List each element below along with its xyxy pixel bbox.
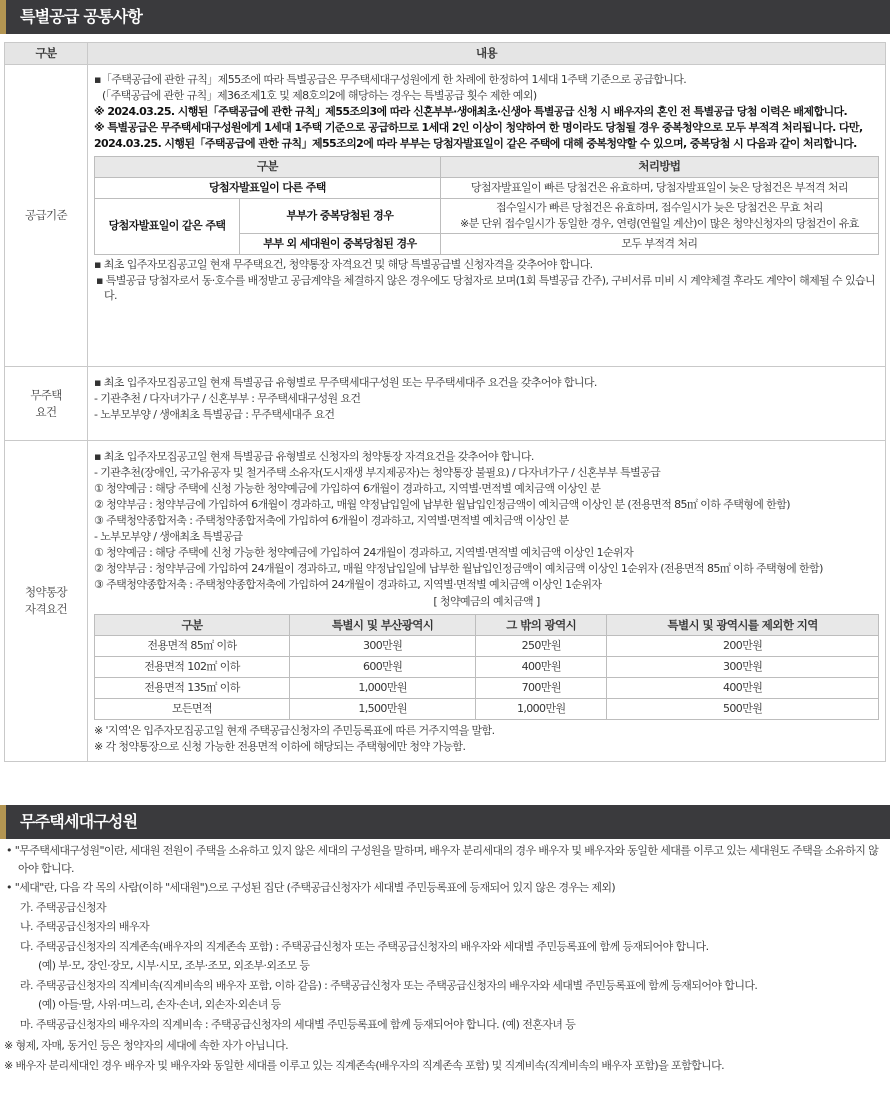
deposit-cell: 1,000만원 (476, 699, 607, 720)
table-row (95, 699, 879, 720)
deposit-head-2: 그 밖의 광역시 (476, 615, 607, 636)
dup-r1-c2: 당첨자발표일이 빠른 당첨건은 유효하며, 당첨자발표일이 늦은 당첨건은 부적격 처리 (440, 177, 878, 198)
member-line-7: 라. 주택공급신청자의 직계비속(직계비속의 배우자 포함, 이하 같음) : 주택공급신청자 또는 주택공급신청자의 배우자와 세대별 주민등록표에 함께 등재되어야 합니다. (20, 978, 758, 992)
deposit-cell: 600만원 (290, 657, 476, 678)
category-account-b: 자격요건 (24, 602, 68, 617)
duplicate-win-table (94, 156, 879, 255)
table-row (95, 678, 879, 699)
dup-r3-c2: 부부 외 세대원이 중복당첨된 경우 (240, 233, 441, 254)
dup-head-category: 구분 (95, 156, 441, 177)
member-line-2: • "세대"란, 다음 각 목의 사람(이하 "세대원")으로 구성된 집단 (주택공급신청자가 세대별 주민등록표에 등재되어 있지 않은 경우는 제외) (6, 881, 616, 894)
row-account (5, 441, 886, 762)
deposit-cell: 700만원 (476, 678, 607, 699)
deposit-head-0: 구분 (95, 615, 290, 636)
account-line-2: - 기관추천(장애인, 국가유공자 및 철거주택 소유자(도시재생 부지제공자)는 청약통장 불필요) / 다자녀가구 / 신혼부부 특별공급 (94, 465, 661, 479)
dup-r2-c1: 당첨자발표일이 같은 주택 (95, 198, 240, 254)
member-line-6: (예) 부·모, 장인·장모, 시부·시모, 조부·조모, 외조부·외조모 등 (38, 959, 310, 972)
supply-after-2: ▪ 특별공급 당첨자로서 동·호수를 배정받고 공급계약을 체결하지 않은 경우에도 당첨자로 보며(1회 특별공급 간주), 구비서류 미비 시 계약체결 후라도 계약이 해제될 수 있습니다. (96, 273, 876, 303)
deposit-cell: 모든면적 (95, 699, 290, 720)
member-line-1: • "무주택세대구성원"이란, 세대원 전원이 주택을 소유하고 있지 않은 세대의 구성원을 말하며, 배우자 분리세대의 경우 배우자 및 배우자와 동일한 세대를 이루고 있는 세대원도 주택을 소유하지 않아야 합니다. (6, 844, 879, 875)
deposit-cell: 500만원 (607, 699, 879, 720)
member-line-4: 나. 주택공급신청자의 배우자 (20, 920, 150, 933)
deposit-cell: 전용면적 85㎡ 이하 (95, 636, 290, 657)
supply-line-2: (「주택공급에 관한 규칙」제36조제1호 및 제8호의2에 해당하는 경우는 특별공급 횟수 제한 예외) (102, 88, 537, 102)
dup-r2-c3a: 접수일시가 빠른 당첨건은 유효하며, 접수일시가 늦은 당첨건은 무효 처리 (495, 200, 823, 214)
account-line-1: ▪ 최초 입주자모집공고일 현재 특별공급 유형별로 신청자의 청약통장 자격요건을 갖추어야 합니다. (94, 450, 534, 463)
deposit-head-1: 특별시 및 부산광역시 (290, 615, 476, 636)
deposit-head-3: 특별시 및 광역시를 제외한 지역 (607, 615, 879, 636)
dup-r2-c3b: ※분 단위 접수일시가 동일한 경우, 연령(연월일 계산)이 많은 청약신청자의 당첨건이 유효 (459, 216, 859, 230)
account-note-1: ※ '지역'은 입주자모집공고일 현재 주택공급신청자의 주민등록표에 따른 거주지역을 말함. (94, 724, 495, 738)
deposit-cell: 200만원 (607, 636, 879, 657)
deposit-cell: 1,000만원 (290, 678, 476, 699)
deposit-cell: 전용면적 135㎡ 이하 (95, 678, 290, 699)
dup-head-method: 처리방법 (440, 156, 878, 177)
category-homeless-b: 요건 (35, 404, 57, 419)
deposit-caption: [ 청약예금의 예치금액 ] (433, 595, 540, 609)
category-homeless (5, 367, 88, 441)
deposit-cell: 전용면적 102㎡ 이하 (95, 657, 290, 678)
head-content: 내용 (88, 43, 886, 65)
supply-after-1: ▪ 최초 입주자모집공고일 현재 무주택요건, 청약통장 자격요건 및 해당 특별공급별 신청자격을 갖추어야 합니다. (94, 257, 593, 271)
deposit-head-row (95, 615, 879, 636)
deposit-table (94, 614, 879, 720)
homeless-line-1: ▪ 최초 입주자모집공고일 현재 특별공급 유형별로 무주택세대구성원 또는 무주택세대주 요건을 갖추어야 합니다. (94, 376, 597, 389)
row-supply-standard (5, 65, 886, 367)
category-account-a: 청약통장 (24, 585, 68, 600)
content-account (88, 441, 886, 762)
dup-r2-c2: 부부가 중복당첨된 경우 (240, 198, 441, 233)
head-category: 구분 (5, 43, 88, 65)
member-line-9: 마. 주택공급신청자의 배우자의 직계비속 : 주택공급신청자의 세대별 주민등록표에 함께 등재되어야 합니다. (예) 전혼자녀 등 (20, 1017, 576, 1031)
account-line-5: ③ 주택청약종합저축 : 주택청약종합저축에 가입하여 6개월이 경과하고, 지역별·면적별 예치금액 이상인 분 (94, 513, 569, 527)
dup-r1-c1: 당첨자발표일이 다른 주택 (95, 177, 441, 198)
section-header-homeless-member: 무주택세대구성원 (0, 805, 890, 839)
row-homeless (5, 367, 886, 441)
dup-r3-c3: 모두 부적격 처리 (440, 233, 878, 254)
homeless-line-3: - 노부모부양 / 생애최초 특별공급 : 무주택세대주 요건 (94, 407, 335, 421)
supply-line-1: ▪「주택공급에 관한 규칙」제55조에 따라 특별공급은 무주택세대구성원에게 한 차례에 한정하여 1세대 1주택 기준으로 공급합니다. (94, 73, 687, 86)
deposit-cell: 300만원 (290, 636, 476, 657)
content-supply (88, 65, 886, 367)
member-line-8: (예) 아들·딸, 사위·며느리, 손자·손녀, 외손자·외손녀 등 (38, 998, 281, 1011)
content-homeless (88, 367, 886, 441)
deposit-cell: 400만원 (476, 657, 607, 678)
table-row (95, 636, 879, 657)
deposit-cell: 400만원 (607, 678, 879, 699)
table-row (95, 657, 879, 678)
member-line-5: 다. 주택공급신청자의 직계존속(배우자의 직계존속 포함) : 주택공급신청자 또는 주택공급신청자의 배우자와 세대별 주민등록표에 함께 등재되어야 합니다. (20, 939, 709, 953)
table-head-row (5, 43, 886, 65)
deposit-cell: 250만원 (476, 636, 607, 657)
category-account (5, 441, 88, 762)
deposit-cell: 1,500만원 (290, 699, 476, 720)
account-line-6: - 노부모부양 / 생애최초 특별공급 (94, 529, 243, 543)
account-line-4: ② 청약부금 : 청약부금에 가입하여 6개월이 경과하고, 매월 약정납입일에 납부한 월납입인정금액이 예치금액 이상인 분 (전용면적 85㎡ 이하 주택형에 한함) (94, 497, 790, 511)
member-line-3: 가. 주택공급신청자 (20, 900, 107, 914)
account-line-9: ③ 주택청약종합저축 : 주택청약종합저축에 가입하여 24개월이 경과하고, 지역별·면적별 예치금액 이상인 1순위자 (94, 577, 602, 591)
homeless-member-body (4, 842, 886, 1075)
account-line-8: ② 청약부금 : 청약부금에 가입하여 24개월이 경과하고, 매월 약정납입일에 납부한 월납입인정금액이 예치금액 이상인 1순위자 (전용면적 85㎡ 이하 주택형에 한함) (94, 561, 823, 575)
common-items-table (4, 42, 886, 762)
section-header-common: 특별공급 공통사항 (0, 0, 890, 34)
member-note-2: ※ 배우자 분리세대인 경우 배우자 및 배우자와 동일한 세대를 이루고 있는 직계존속(배우자의 직계존속 포함) 및 직계비속(직계비속의 배우자 포함)을 포함합니다. (4, 1058, 725, 1072)
category-supply: 공급기준 (5, 65, 88, 367)
account-line-3: ① 청약예금 : 해당 주택에 신청 가능한 청약예금에 가입하여 6개월이 경과하고, 지역별·면적별 예치금액 이상인 분 (94, 481, 601, 495)
homeless-line-2: - 기관추천 / 다자녀가구 / 신혼부부 : 무주택세대구성원 요건 (94, 391, 361, 405)
member-note-1: ※ 형제, 자매, 동거인 등은 청약자의 세대에 속한 자가 아닙니다. (4, 1039, 288, 1052)
supply-line-3: ※ 2024.03.25. 시행된「주택공급에 관한 규칙」제55조의3에 따라 신혼부부·생애최초·신생아 특별공급 신청 시 배우자의 혼인 전 특별공급 당첨 이력은 배제합니다. (94, 104, 848, 118)
supply-line-4: ※ 특별공급은 무주택세대구성원에게 1세대 1주택 기준으로 공급하므로 1세대 2인 이상이 청약하여 한 명이라도 당첨될 경우 중복청약으로 모두 부적격 처리됩니다. 다만, 2024.03.25. 시행된「주택공급에 관한 규칙」제55조의2에 따라 부부는 당첨자발표일이 같은 주택에 대해 중복청약할 수 있으며, 중복당첨 시 다음과 같이 처리합니다. (94, 120, 863, 150)
deposit-cell: 300만원 (607, 657, 879, 678)
dup-r2-c3 (440, 198, 878, 233)
account-line-7: ① 청약예금 : 해당 주택에 신청 가능한 청약예금에 가입하여 24개월이 경과하고, 지역별·면적별 예치금액 이상인 1순위자 (94, 545, 634, 559)
account-note-2: ※ 각 청약통장으로 신청 가능한 전용면적 이하에 해당되는 주택형에만 청약 가능함. (94, 740, 466, 754)
category-homeless-a: 무주택 (30, 387, 62, 402)
